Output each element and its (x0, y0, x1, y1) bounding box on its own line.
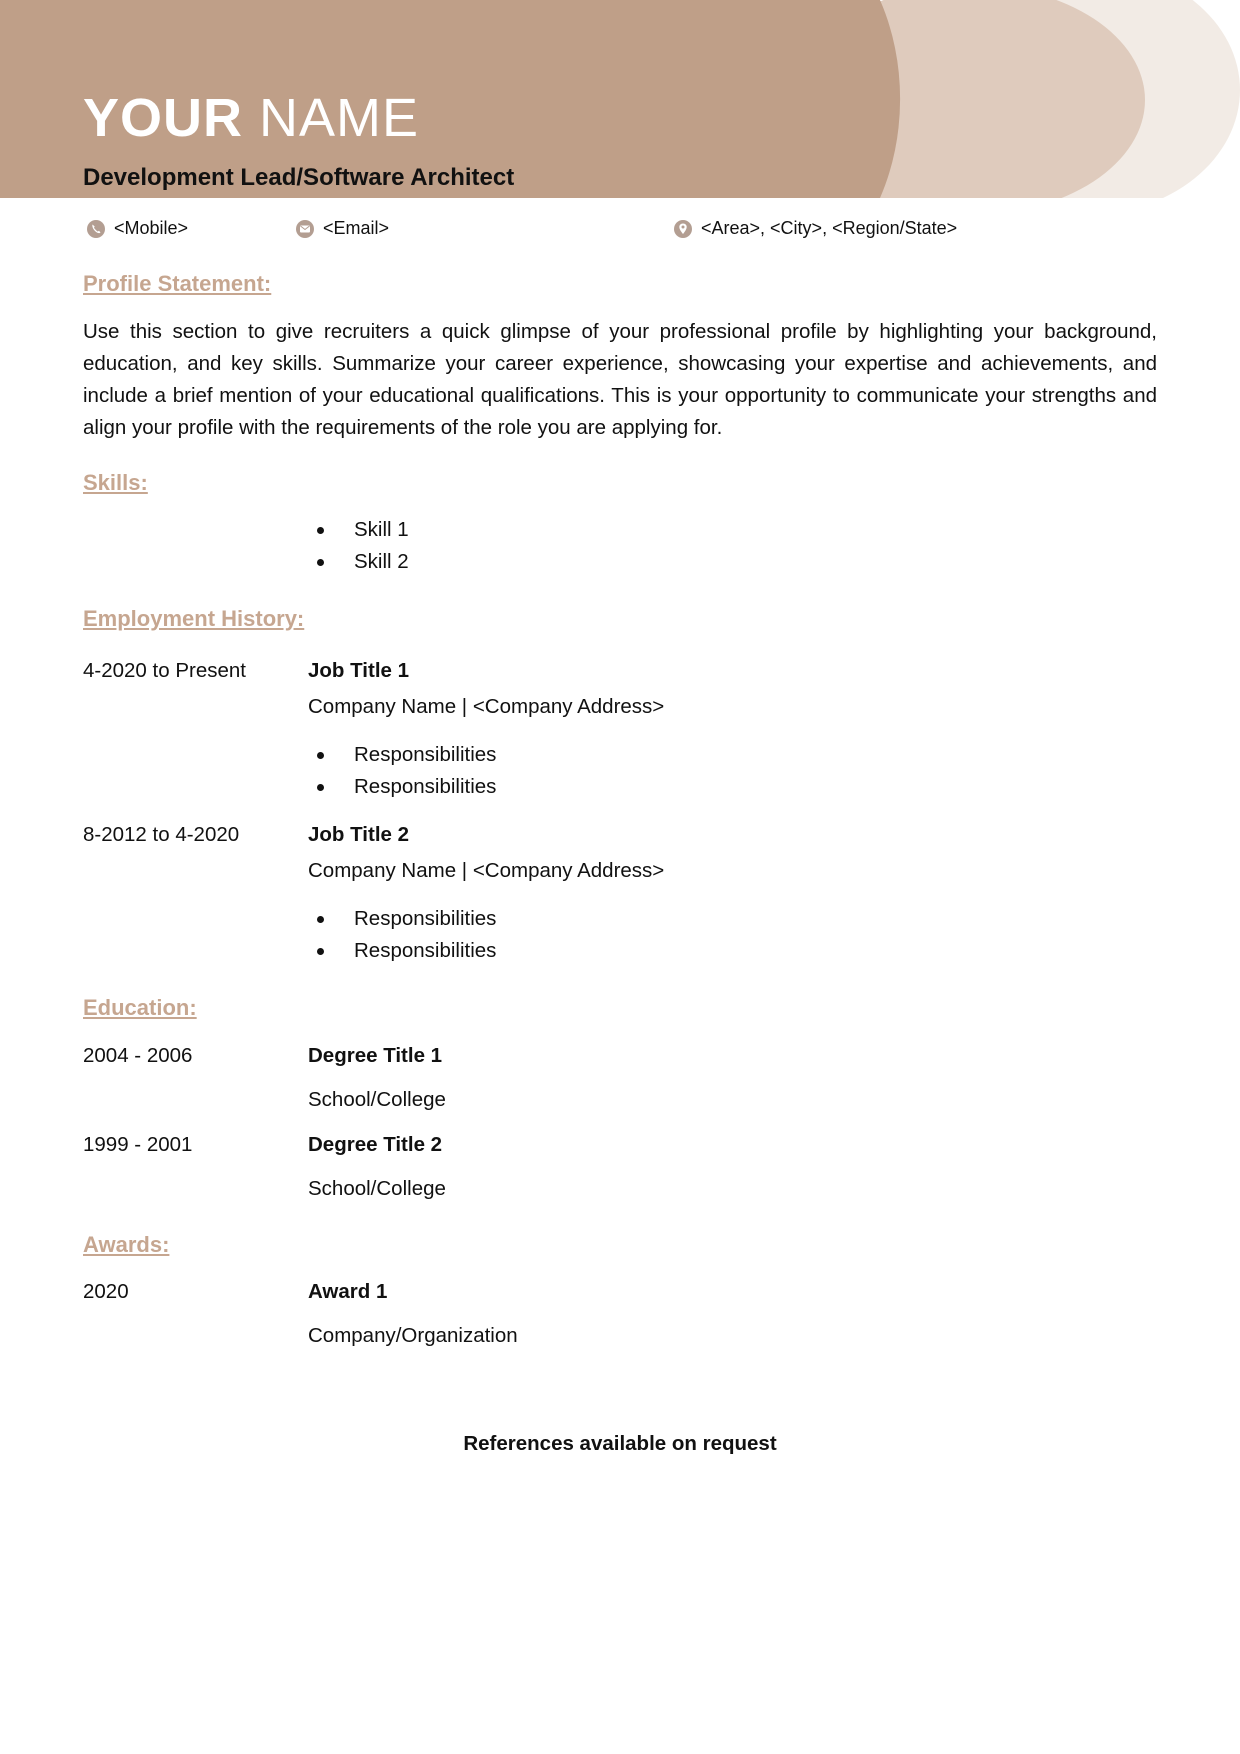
location-text: <Area>, <City>, <Region/State> (701, 218, 958, 238)
job-2-dates: 8-2012 to 4-2020 (83, 823, 240, 846)
award-1-org: Company/Organization (308, 1324, 518, 1347)
location-pin-icon (673, 219, 693, 239)
award-1-year: 2020 (83, 1280, 129, 1303)
education-2-degree: Degree Title 2 (308, 1133, 443, 1156)
phone-icon (86, 219, 106, 239)
header-banner (0, 0, 1240, 198)
list-item: Skill 2 (314, 546, 409, 578)
award-1-title: Award 1 (308, 1280, 388, 1303)
contact-email (295, 218, 389, 239)
job-2-title: Job Title 2 (308, 823, 410, 846)
email-text: <Email> (323, 218, 390, 238)
list-item: Responsibilities (314, 739, 496, 771)
education-heading: Education: (83, 995, 197, 1020)
email-icon (295, 219, 315, 239)
references-note: References available on request (463, 1432, 777, 1455)
education-1-dates: 2004 - 2006 (83, 1044, 193, 1067)
profile-text: Use this section to give recruiters a quick glimpse of your professional profile by highlighting your background, education, and key skills. Summarize your career experience, showcasing your expertise and achievements, and include a brief mention of your educational qualifications. This is your opportunity to communicate your strengths and align your profile with the requirements of the role you are applying for. (83, 320, 1157, 439)
education-2-school: School/College (308, 1177, 446, 1200)
education-1-degree: Degree Title 1 (308, 1044, 443, 1067)
profile-heading: Profile Statement: (83, 271, 272, 296)
contact-location (673, 218, 957, 239)
name-last: NAME (259, 88, 420, 148)
education-2-dates: 1999 - 2001 (83, 1133, 193, 1156)
list-item: Responsibilities (314, 903, 496, 935)
job-1-responsibilities (314, 739, 496, 803)
name-first: YOUR (83, 88, 244, 148)
list-item: Responsibilities (314, 935, 496, 967)
employment-heading: Employment History: (83, 606, 305, 631)
job-1-dates: 4-2020 to Present (83, 659, 246, 682)
candidate-name (83, 86, 419, 150)
mobile-text: <Mobile> (114, 218, 189, 238)
job-1-company: Company Name | <Company Address> (308, 695, 665, 718)
job-1-title: Job Title 1 (308, 659, 410, 682)
list-item: Skill 1 (314, 514, 409, 546)
awards-heading: Awards: (83, 1232, 170, 1257)
skills-list (314, 514, 409, 578)
job-2-company: Company Name | <Company Address> (308, 859, 665, 882)
job-title: Development Lead/Software Architect (83, 164, 515, 191)
job-2-responsibilities (314, 903, 496, 967)
contact-mobile (86, 218, 188, 239)
list-item: Responsibilities (314, 771, 496, 803)
skills-heading: Skills: (83, 470, 148, 495)
education-1-school: School/College (308, 1088, 446, 1111)
